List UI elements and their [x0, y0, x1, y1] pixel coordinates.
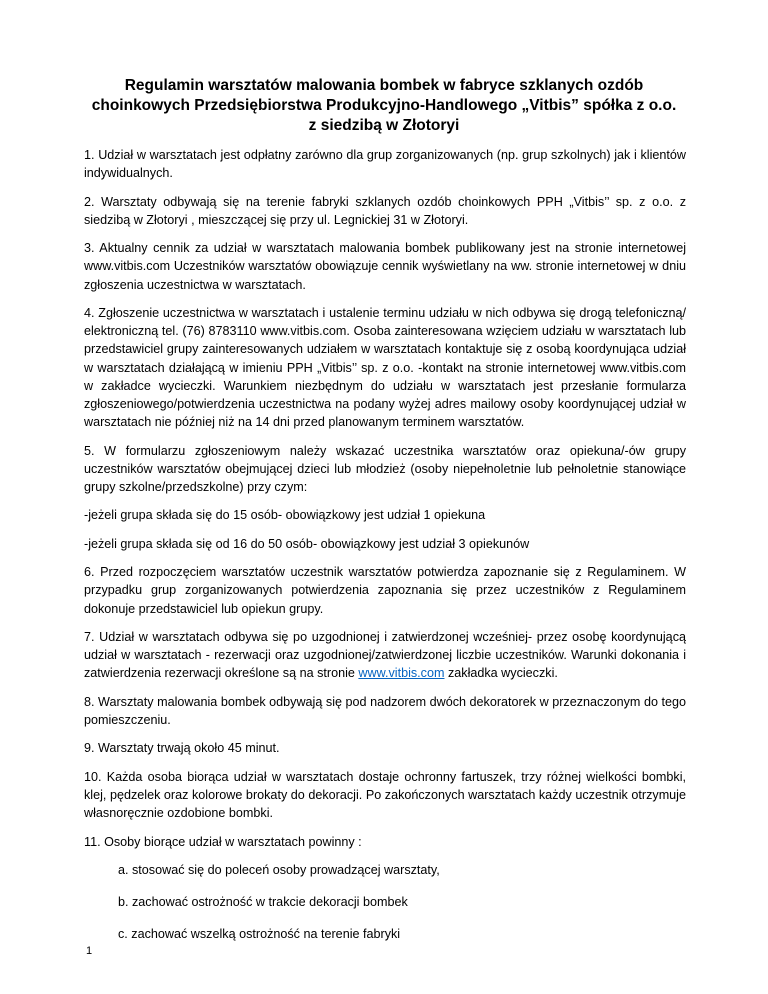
document-title: Regulamin warsztatów malowania bombek w fabryce szklanych ozdób choinkowych Przedsiębiorstwa Produkcyjno-Handlowego „Vitbis” spółka z o.o. z siedzibą w Złotoryi [91, 77, 677, 134]
paragraph-4: 4. Zgłoszenie uczestnictwa w warsztatach i ustalenie terminu udziału w nich odbywa się drogą telefoniczną/ elektroniczną tel. (76) 8783110 www.vitbis.com. Osoba zainteresowana wzięciem udziału w warsztatach lub przedstawiciel grupy zainteresowanych udziałem w warsztatach kontaktuje się z osobą koordynująca udział w warsztatach działającą w imieniu PPH „Vitbis’’ sp. z o.o. -kontakt na stronie internetowej www.vitbis.com w zakładce wycieczki. Warunkiem niezbędnym do udziału w warsztatach jest przesłanie formularza zgłoszeniowego/potwierdzenia uczestnictwa na podany wyżej adres mailowy osoby koordynującej udział w warsztatach nie później niż na 14 dni przed planowanym terminem warsztatów. [84, 305, 686, 430]
paragraph-3: 3. Aktualny cennik za udział w warsztatach malowania bombek publikowany jest na stronie internetowej www.vitbis.com Uczestników warsztatów obowiązuje cennik wyświetlany na ww. stronie internetowej w dniu zgłoszenia uczestnictwa w warsztatach. [84, 241, 686, 292]
paragraph-7-text-start: 7. Udział w warsztatach odbywa się po uzgodnionej i zatwierdzonej wcześniej- przez osobę koordynującą udział w warsztatach - rezerwacji oraz uzgodnionej/zatwierdzonej liczbie uczestników. Warunki dokonania i zatwierdzenia rezerwacji określone są na stronie [84, 629, 686, 681]
paragraph-1: 1. Udział w warsztatach jest odpłatny zarówno dla grup zorganizowanych (np. grup szkolnych) jak i klientów indywidualnych. [84, 148, 686, 181]
document-body [84, 146, 686, 958]
vitbis-link[interactable]: www.vitbis.com [358, 666, 445, 681]
paragraph-2: 2. Warsztaty odbywają się na terenie fabryki szklanych ozdób choinkowych PPH „Vitbis’’ sp. z o.o. z siedzibą w Złotoryi , mieszczącej się przy ul. Legnickiej 31 w Złotoryi. [84, 194, 686, 227]
paragraph-11: 11. Osoby biorące udział w warsztatach powinny : [84, 834, 362, 849]
paragraph-6: 6. Przed rozpoczęciem warsztatów uczestnik warsztatów potwierdza zapoznanie się z Regulaminem. W przypadku grup zorganizowanych potwierdzenia zapoznania się przez uczestników z Regulaminem dokonuje przedstawiciel lub opiekun grupy. [84, 565, 686, 616]
paragraph-5: 5. W formularzu zgłoszeniowym należy wskazać uczestnika warsztatów oraz opiekuna/-ów grupy uczestników warsztatów obejmującej dzieci lub młodzież (osoby niepełnoletnie lub pełnoletnie stanowiące grupy szkolne/przedszkolne) przy czym: [84, 443, 686, 494]
page-number: 1 [86, 945, 93, 957]
paragraph-9: 9. Warsztaty trwają około 45 minut. [84, 741, 280, 756]
paragraph-8: 8. Warsztaty malowania bombek odbywają się pod nadzorem dwóch dekoratorek w przeznaczonym do tego pomieszczeniu. [84, 694, 686, 727]
paragraph-11-item-a: a. stosować się do poleceń osoby prowadzącej warsztaty, [118, 862, 440, 877]
paragraph-7 [84, 628, 686, 683]
paragraph-5-item-2: -jeżeli grupa składa się od 16 do 50 osób- obowiązkowy jest udział 3 opiekunów [84, 536, 530, 551]
paragraph-7-text-end: zakładka wycieczki. [444, 666, 558, 681]
paragraph-11-item-c: c. zachować wszelką ostrożność na terenie fabryki [118, 927, 401, 942]
paragraph-11-item-b: b. zachować ostrożność w trakcie dekoracji bombek [118, 895, 408, 910]
paragraph-10: 10. Każda osoba biorąca udział w warsztatach dostaje ochronny fartuszek, trzy różnej wielkości bombki, klej, pędzelek oraz kolorowe brokaty do dekoracji. Po zakończonych warsztatach każdy uczestnik otrzymuje własnoręcznie ozdobione bombki. [84, 769, 686, 821]
paragraph-5-item-1: -jeżeli grupa składa się do 15 osób- obowiązkowy jest udział 1 opiekuna [84, 508, 486, 523]
